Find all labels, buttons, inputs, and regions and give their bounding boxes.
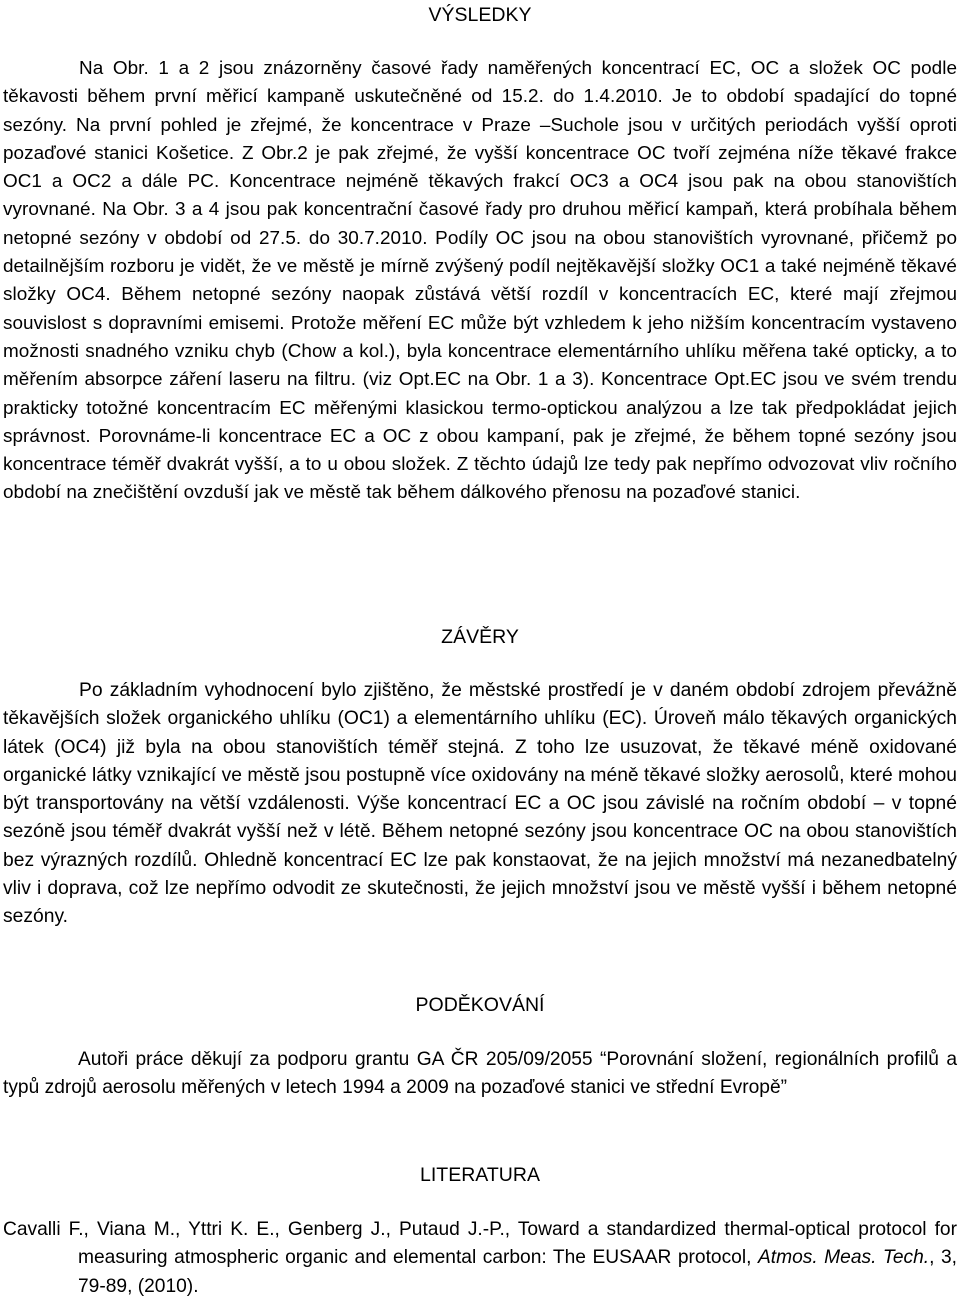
reference-item (3, 1216, 957, 1301)
reference-authors: Cavalli F., Viana M., Yttri K. E., Genberg J., Putaud J.-P., Toward a standardized thermal-optical protocol for measuring atmospheric organic and elemental carbon: The EUSAAR protocol, (3, 1219, 957, 1269)
reference-details: , 3, 79-89, (2010). (78, 1247, 957, 1297)
results-paragraph: Na Obr. 1 a 2 jsou znázorněny časové řady naměřených koncentrací EC, OC a složek OC podle těkavosti během první měřicí kampaně uskutečněné od 15.2. do 1.4.2010. Je to období spadající do topné sezóny. Na první pohled je zřejmé, že koncentrace v Praze –Suchole jsou v určitých periodách vyšší oproti pozaďové stanici Košetice. Z Obr.2 je pak zřejmé, že vyšší koncentrace OC tvoří zejména níže těkavé frakce OC1 a OC2 a dále PC. Koncentrace nejméně těkavých frakcí OC3 a OC4 jsou pak na obou stanovištích vyrovnané. Na Obr. 3 a 4 jsou pak koncentrační časové řady pro druhou měřicí kampaň, která probíhala během netopné sezóny v období od 27.5. do 30.7.2010. Podíly OC jsou na obou stanovištích vyrovnané, přičemž po detailnějším rozboru je vidět, že ve městě je mírně zvýšený podíl nejtěkavější složky OC1 a také nejméně těkavé složky OC4. Během netopné sezóny naopak zůstává větší rozdíl v koncentracích EC, které mají zřejmou souvislost s dopravními emisemi. Protože měření EC může být vzhledem k jeho nižším koncentracím vystaveno možnosti snadného vzniku chyb (Chow a kol.), byla koncentrace elementárního uhlíku měřena také opticky, a to měřením absorpce záření laseru na filtru. (viz Opt.EC na Obr. 1 a 3). Koncentrace Opt.EC jsou ve svém trendu prakticky totožné koncentracím EC měřenými klasickou termo-optickou analýzou a lze tak předpokládat jejich správnost. Porovnáme-li koncentrace EC a OC z obou kampaní, pak je zřejmé, že během topné sezóny jsou koncentrace téměř dvakrát vyšší, a to u obou složek. Z těchto údajů lze tedy pak nepřímo odvozovat vliv ročního období na znečištění ovzduší jak ve městě tak během dálkového přenosu na pozaďové stanici. (3, 58, 957, 504)
results-heading: VÝSLEDKY (428, 4, 532, 26)
reference-journal: Atmos. Meas. Tech. (757, 1247, 930, 1269)
literature-heading: LITERATURA (420, 1164, 540, 1186)
conclusions-paragraph: Po základním vyhodnocení bylo zjištěno, že městské prostředí je v daném období zdrojem převážně těkavějších složek organického uhlíku (OC1) a elementárního uhlíku (EC). Úroveň málo těkavých organických látek (OC4) již byla na obou stanovištích téměř stejná. Z toho lze usuzovat, že těkavé méně oxidované organické látky vznikající ve městě jsou postupně více oxidovány na méně těkavé složky aerosolů, které mohou být transportovány na větší vzdálenosti. Výše koncentrací EC a OC jsou závislé na ročním období – v topné sezóně jsou téměř dvakrát vyšší než v létě. Během netopné sezóny jsou koncentrace OC na obou stanovištích bez výrazných rozdílů. Ohledně koncentrací EC lze pak konstaovat, že na jejich množství má nezanedbatelný vliv i doprava, což lze nepřímo odvodit ze skutečnosti, že jejich množství jsou ve městě vyšší i během netopné sezóny. (3, 680, 957, 928)
conclusions-heading: ZÁVĚRY (441, 626, 519, 648)
acknowledgements-paragraph: Autoři práce děkují za podporu grantu GA ČR 205/09/2055 “Porovnání složení, regionálních profilů a typů zdrojů aerosolu měřených v letech 1994 a 2009 na pozaďové stanici ve střední Evropě” (3, 1049, 957, 1099)
acknowledgements-heading: PODĚKOVÁNÍ (415, 994, 545, 1016)
